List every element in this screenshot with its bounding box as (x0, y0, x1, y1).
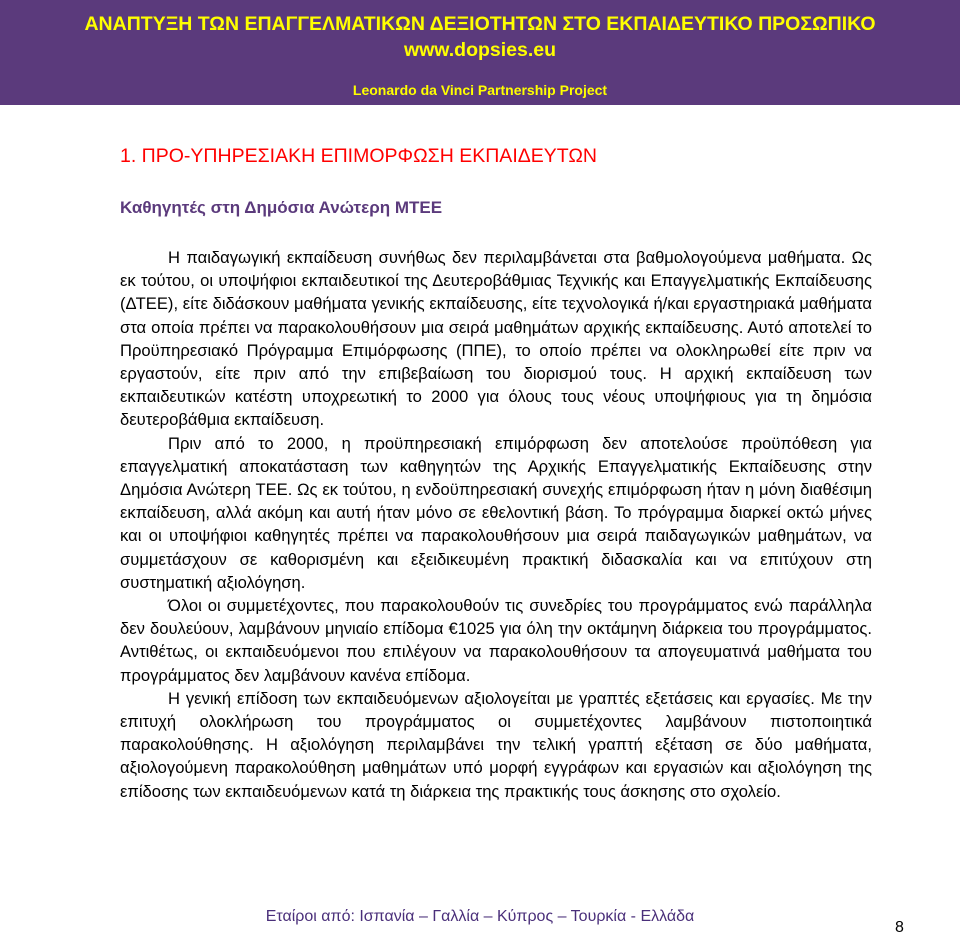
body-text (120, 246, 872, 803)
paragraph: Η παιδαγωγική εκπαίδευση συνήθως δεν περιλαμβάνεται στα βαθμολογούμενα μαθήματα. Ως εκ τούτου, οι υποψήφιοι εκπαιδευτικοί της Δευτεροβάθμιας Τεχνικής και Επαγγελματικής Εκπαίδευσης (ΔΤΕΕ), είτε διδάσκουν μαθήματα γενικής εκπαίδευσης, είτε τεχνολογικά ή/και εργαστηριακά μαθήματα στα οποία πρέπει να παρακολουθήσουν μια σειρά μαθημάτων αρχικής εκπαίδευσης. Αυτό αποτελεί το Προϋπηρεσιακό Πρόγραμμα Επιμόρφωσης (ΠΠΕ), το οποίο πρέπει να ολοκληρωθεί είτε πριν να εργαστούν, είτε πριν από την επιβεβαίωση του διορισμού τους. Η αρχική εκπαίδευση των εκπαιδευτικών κατέστη υποχρεωτική το 2000 για όλους τους νέους υποψήφιους για τη δημόσια δευτεροβάθμια εκπαίδευση. (120, 248, 872, 430)
footer-partners: Εταίροι από: Ισπανία – Γαλλία – Κύπρος – Τουρκία - Ελλάδα (265, 908, 695, 925)
section-subheading: Καθηγητές στη Δημόσια Ανώτερη ΜΤΕΕ (120, 198, 443, 217)
paragraph: Πριν από το 2000, η προϋπηρεσιακή επιμόρφωση δεν αποτελούσε προϋπόθεση για επαγγελματική αποκατάσταση των καθηγητών της Αρχικής Επαγγελματικής Εκπαίδευσης στην Δημόσια Ανώτερη ΤΕΕ. Ως εκ τούτου, η ενδοϋπηρεσιακή συνεχής επιμόρφωση ήταν η μόνη διαθέσιμη εκπαίδευση, αλλά ακόμη και αυτή ήταν μόνο σε εθελοντική βάση. Το πρόγραμμα διαρκεί οκτώ μήνες και οι υποψήφιοι καθηγητές πρέπει να παρακολουθήσουν μια σειρά παιδαγωγικών μαθημάτων, να συμμετάσχουν σε καθορισμένη και εξειδικευμένη πρακτική διδασκαλία και να επιτύχουν στη συστηματική αξιολόγηση. (120, 433, 872, 592)
header-banner (0, 0, 960, 105)
paragraph: Όλοι οι συμμετέχοντες, που παρακολουθούν τις συνεδρίες του προγράμματος ενώ παράλληλα δεν δουλεύουν, λαμβάνουν μηνιαίο επίδομα €1025 για όλη την οκτάμηνη διάρκεια του προγράμματος. Αντιθέτως, οι εκπαιδευόμενοι που επιλέγουν να παρακολουθήσουν τα απογευματινά μαθήματα του προγράμματος δεν λαμβάνουν κανένα επίδομα. (120, 596, 872, 685)
section-heading: 1. ΠΡΟ-ΥΠΗΡΕΣΙΑΚΗ ΕΠΙΜΟΡΦΩΣΗ ΕΚΠΑΙΔΕΥΤΩΝ (120, 145, 597, 167)
header-title: ΑΝΑΠΤΥΞΗ ΤΩΝ ΕΠΑΓΓΕΛΜΑΤΙΚΩΝ ΔΕΞΙΟΤΗΤΩΝ ΣΤΟ ΕΚΠΑΙΔΕΥΤΙΚΟ ΠΡΟΣΩΠΙΚΟ (84, 13, 876, 35)
paragraph: Η γενική επίδοση των εκπαιδευόμενων αξιολογείται με γραπτές εξετάσεις και εργασίες. Με την επιτυχή ολοκλήρωση του προγράμματος οι συμμετέχοντες λαμβάνουν πιστοποιητικά παρακολούθησης. Η αξιολόγηση περιλαμβάνει την τελική γραπτή εξέταση σε δύο μαθήματα, αξιολογούμενη παρακολούθηση μαθημάτων υπό μορφή εγγράφων και εργασιών και αξιολόγηση της επίδοσης των εκπαιδευόμενων κατά τη διάρκεια της πρακτικής τους άσκησης στο σχολείο. (120, 688, 872, 801)
header-url[interactable]: www.dopsies.eu (403, 39, 557, 61)
page-number: 8 (895, 919, 904, 936)
header-project: Leonardo da Vinci Partnership Project (352, 82, 608, 98)
